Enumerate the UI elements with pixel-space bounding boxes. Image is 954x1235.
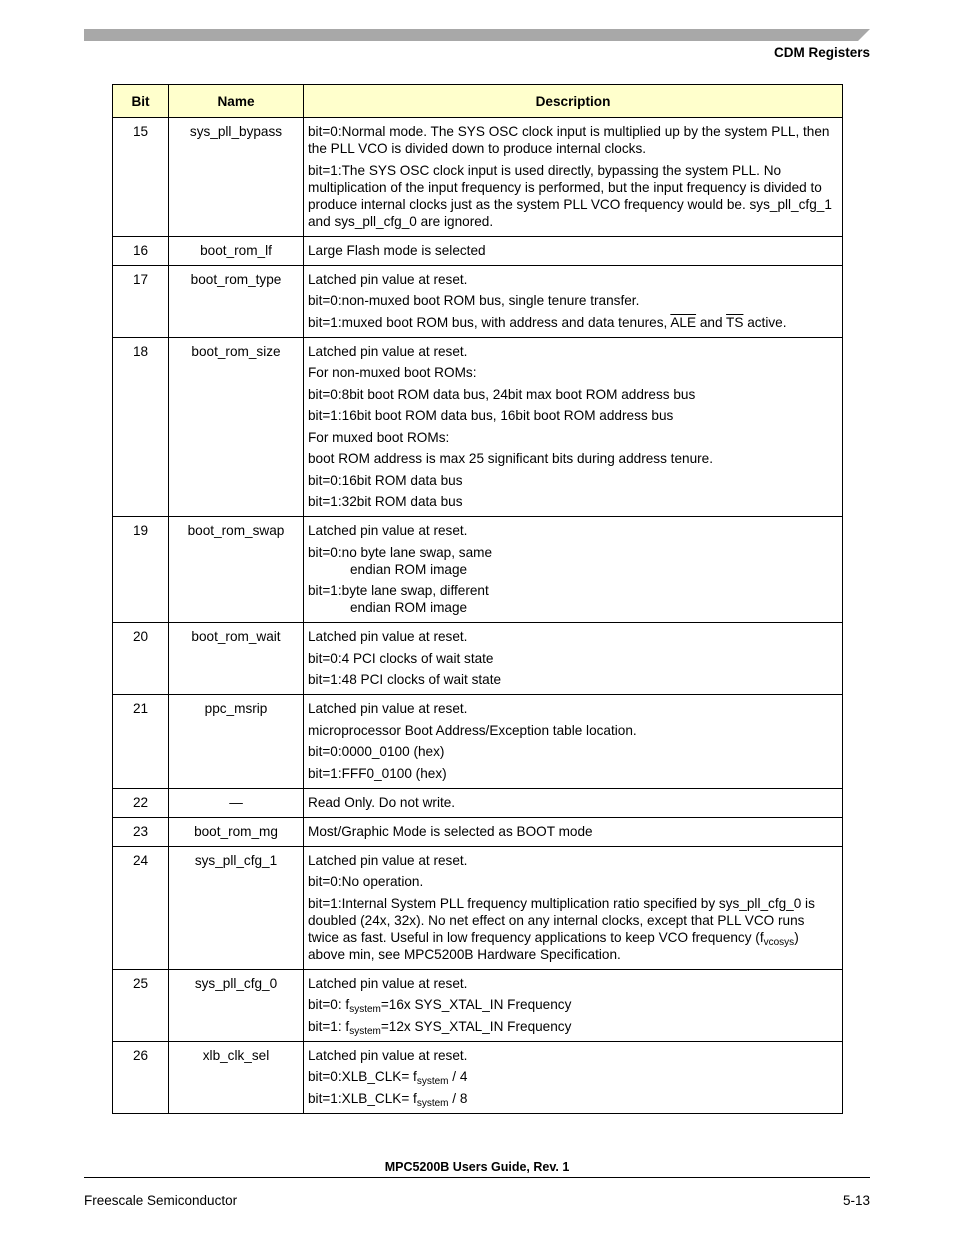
column-header-bit: Bit: [113, 85, 169, 118]
description-text: Latched pin value at reset.: [308, 701, 468, 716]
description-text: bit=1:Internal System PLL frequency multiplication ratio specified by sys_pll_cfg_0 is doubled (24x, 32x). No net effect on any internal clocks, except that PLL VCO runs twice as fast. Useful in low frequency applications to keep VCO frequency (f: [308, 895, 815, 945]
table-row: [113, 817, 843, 846]
table-row: [113, 236, 843, 265]
description-text: Latched pin value at reset.: [308, 343, 468, 359]
description-text: bit=0:8bit boot ROM data bus, 24bit max boot ROM address bus: [308, 386, 696, 402]
subscript-text: system: [349, 1004, 381, 1015]
description-line: [308, 343, 838, 360]
table-header-row: [113, 85, 843, 118]
description-text: ) above min, see MPC5200B Hardware Specification.: [308, 929, 799, 962]
description-text: / 4: [448, 1069, 468, 1084]
description-line: [308, 522, 838, 539]
bit-cell: 24: [113, 846, 169, 969]
description-text: bit=1:muxed boot ROM bus, with address and data tenures,: [308, 314, 671, 330]
register-table: [112, 84, 843, 1114]
table-row: [113, 846, 843, 969]
bit-cell: 16: [113, 236, 169, 265]
description-text: Large Flash mode is selected: [308, 242, 486, 258]
description-text: bit=1:The SYS OSC clock input is used directly, bypassing the system PLL. No multiplication of the input frequency is performed, but the input frequency is divided to produce internal clocks just as the system PLL VCO frequency would be. sys_pll_cfg_1 and sys_pll_cfg_0 are ignored.: [308, 162, 832, 229]
description-line: [308, 1047, 838, 1064]
active-low-signal: $\overline{ALE}$: [670, 314, 697, 330]
description-line: [308, 975, 838, 992]
bit-cell: 23: [113, 817, 169, 846]
description-text: and: [696, 314, 727, 330]
table-row: [113, 623, 843, 695]
description-cell: [304, 236, 843, 265]
bit-cell: 21: [113, 695, 169, 789]
description-text: bit=1:FFF0_0100 (hex): [308, 765, 447, 781]
description-line: [308, 1090, 838, 1107]
description-line: [308, 700, 838, 717]
description-cell: [304, 517, 843, 623]
description-cell: [304, 817, 843, 846]
description-text: =12x SYS_XTAL_IN Frequency: [380, 1018, 572, 1034]
description-line: [308, 650, 838, 667]
description-text: microprocessor Boot Address/Exception table location.: [308, 722, 637, 738]
description-text: bit=0:0000_0100 (hex): [308, 744, 445, 759]
description-text: =16x SYS_XTAL_IN Frequency: [380, 997, 572, 1012]
description-line: [308, 823, 838, 840]
description-text: bit=0:non-muxed boot ROM bus, single tenure transfer.: [308, 293, 640, 308]
footer-divider: [84, 1177, 870, 1178]
description-text: bit=0:No operation.: [308, 874, 424, 889]
bit-cell: 26: [113, 1041, 169, 1113]
description-line: [308, 123, 838, 157]
description-line: [308, 472, 838, 489]
name-cell: sys_pll_bypass: [169, 118, 304, 237]
description-text: bit=0: f: [308, 997, 350, 1012]
description-line: [308, 386, 838, 403]
description-cell: [304, 623, 843, 695]
continuation-text: endian ROM image: [350, 561, 468, 577]
description-line: [308, 628, 838, 645]
description-text: bit=1:48 PCI clocks of wait state: [308, 672, 502, 687]
subscript-text: system: [349, 1025, 381, 1037]
description-text: bit=1:32bit ROM data bus: [308, 494, 463, 509]
description-line: [308, 242, 838, 259]
name-cell: boot_rom_type: [169, 265, 304, 337]
table-row: [113, 517, 843, 623]
bit-cell: 19: [113, 517, 169, 623]
description-line: [308, 450, 838, 467]
description-cell: [304, 337, 843, 517]
description-text: bit=1: f: [308, 1018, 350, 1034]
bit-cell: 20: [113, 623, 169, 695]
description-line: [308, 544, 838, 578]
description-text: Latched pin value at reset.: [308, 975, 468, 991]
description-line: [308, 162, 838, 230]
description-cell: [304, 265, 843, 337]
header-bar: [84, 29, 870, 41]
name-cell: boot_rom_size: [169, 337, 304, 517]
description-text: Latched pin value at reset.: [308, 271, 468, 287]
name-cell: boot_rom_wait: [169, 623, 304, 695]
section-title: CDM Registers: [773, 45, 870, 60]
description-cell: [304, 118, 843, 237]
description-line: [308, 429, 838, 446]
description-text: bit=1:XLB_CLK= f: [308, 1090, 417, 1106]
name-cell: sys_pll_cfg_1: [169, 846, 304, 969]
name-cell: boot_rom_mg: [169, 817, 304, 846]
description-line: [308, 852, 838, 869]
subscript-text: vcosys: [763, 936, 795, 948]
description-text: bit=0:Normal mode. The SYS OSC clock input is multiplied up by the system PLL, then the PLL VCO is divided down to produce internal clocks.: [308, 124, 830, 156]
table-row: [113, 969, 843, 1041]
bit-cell: 22: [113, 788, 169, 817]
description-line: [308, 743, 838, 760]
description-text: / 8: [448, 1090, 468, 1106]
description-line: [308, 671, 838, 688]
name-cell: xlb_clk_sel: [169, 1041, 304, 1113]
description-text: bit=1:byte lane swap, different: [308, 583, 489, 598]
description-cell: [304, 788, 843, 817]
description-text: bit=0:16bit ROM data bus: [308, 472, 463, 488]
name-cell: —: [169, 788, 304, 817]
table-row: [113, 118, 843, 237]
description-line: [308, 895, 838, 963]
description-text: Latched pin value at reset.: [308, 1047, 468, 1063]
description-text: For non-muxed boot ROMs:: [308, 365, 477, 380]
column-header-name: Name: [169, 85, 304, 118]
description-text: Latched pin value at reset.: [308, 852, 468, 868]
description-cell: [304, 1041, 843, 1113]
table-row: [113, 695, 843, 789]
description-cell: [304, 969, 843, 1041]
description-text: Most/Graphic Mode is selected as BOOT mode: [308, 823, 593, 839]
bit-cell: 17: [113, 265, 169, 337]
description-text: boot ROM address is max 25 significant bits during address tenure.: [308, 451, 713, 466]
table-body: [113, 118, 843, 1114]
page-number: 5-13: [842, 1193, 870, 1208]
table-row: [113, 337, 843, 517]
description-line: [308, 582, 838, 616]
description-text: bit=0:no byte lane swap, same: [308, 544, 493, 560]
name-cell: sys_pll_cfg_0: [169, 969, 304, 1041]
name-cell: ppc_msrip: [169, 695, 304, 789]
description-line: [308, 1018, 838, 1035]
bit-cell: 25: [113, 969, 169, 1041]
description-line: [308, 271, 838, 288]
description-line: [308, 1068, 838, 1085]
active-low-signal: $\overline{TS}$: [726, 314, 744, 330]
bit-cell: 18: [113, 337, 169, 517]
description-text: bit=0:4 PCI clocks of wait state: [308, 650, 494, 666]
description-cell: [304, 846, 843, 969]
description-line: [308, 722, 838, 739]
description-text: Read Only. Do not write.: [308, 794, 456, 810]
description-text: For muxed boot ROMs:: [308, 429, 450, 445]
description-text: active.: [743, 314, 787, 330]
description-cell: [304, 695, 843, 789]
table-row: [113, 265, 843, 337]
description-line: [308, 364, 838, 381]
description-line: [308, 794, 838, 811]
footer-doc-title: MPC5200B Users Guide, Rev. 1: [384, 1160, 570, 1174]
column-header-description: Description: [304, 85, 843, 118]
bit-cell: 15: [113, 118, 169, 237]
description-line: [308, 493, 838, 510]
table-row: [113, 1041, 843, 1113]
description-line: [308, 996, 838, 1013]
description-text: Latched pin value at reset.: [308, 629, 468, 644]
description-line: [308, 314, 838, 331]
name-cell: boot_rom_lf: [169, 236, 304, 265]
description-line: [308, 765, 838, 782]
description-text: bit=1:16bit boot ROM data bus, 16bit boot ROM address bus: [308, 408, 674, 423]
subscript-text: system: [416, 1097, 449, 1109]
table-row: [113, 788, 843, 817]
description-text: bit=0:XLB_CLK= f: [308, 1069, 417, 1084]
footer-company: Freescale Semiconductor: [84, 1193, 238, 1208]
description-line: [308, 407, 838, 424]
description-text: Latched pin value at reset.: [308, 523, 468, 538]
name-cell: boot_rom_swap: [169, 517, 304, 623]
description-line: [308, 873, 838, 890]
continuation-text: endian ROM image: [350, 600, 468, 615]
subscript-text: system: [416, 1076, 449, 1087]
description-line: [308, 292, 838, 309]
